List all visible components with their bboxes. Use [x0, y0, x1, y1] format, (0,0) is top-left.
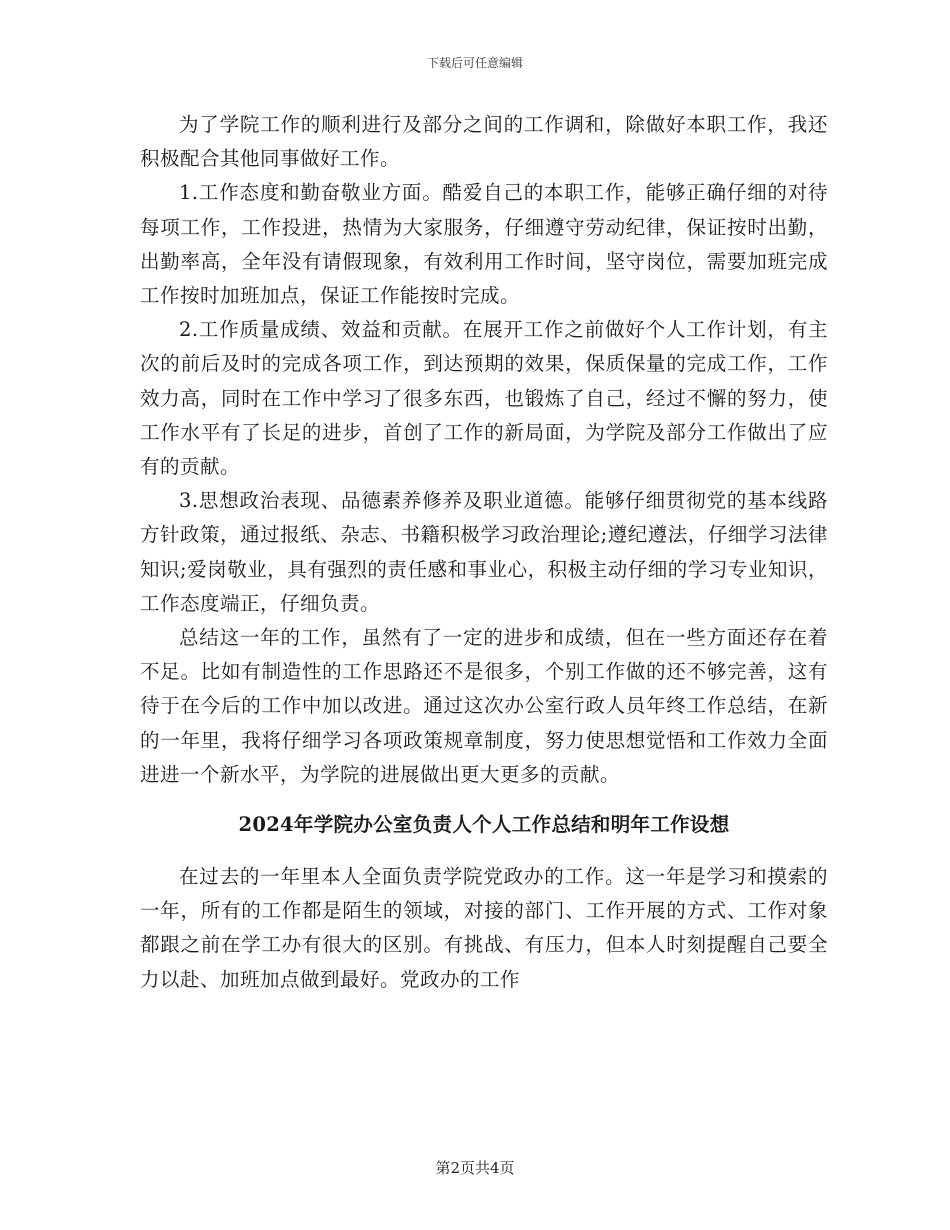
section-title: 2024年学院办公室负责人个人工作总结和明年工作设想 [238, 813, 730, 837]
paragraph-item-3: 3.思想政治表现、品德素养修养及职业道德。能够仔细贯彻党的基本线路方针政策，通过报纸、杂志、书籍积极学习政治理论;遵纪遵法，仔细学习法律知识;爱岗敬业，具有强烈的责任感和事业心，积极主动仔细的学习专业知识，工作态度端正，仔细负责。 [140, 489, 828, 615]
page-header: 下载后可任意编辑 [426, 56, 523, 70]
paragraph-summary: 总结这一年的工作，虽然有了一定的进步和成绩，但在一些方面还存在着不足。比如有制造性的工作思路还不是很多，个别工作做的还不够完善，这有待于在今后的工作中加以改进。通过这次办公室行政人员年终工作总结，在新的一年里，我将仔细学习各项政策规章制度，努力使思想觉悟和工作效力全面进进一个新水平，为学院的进展做出更大更多的贡献。 [140, 626, 828, 786]
paragraph-item-1: 1.工作态度和勤奋敬业方面。酷爱自己的本职工作，能够正确仔细的对待每项工作，工作投进，热情为大家服务，仔细遵守劳动纪律，保证按时出勤，出勤率高，全年没有请假现象，有效利用工作时间，坚守岗位，需要加班完成工作按时加班加点，保证工作能按时完成。 [140, 181, 828, 308]
page-number: 第2页共4页 [435, 1159, 515, 1177]
document-body [140, 108, 828, 997]
paragraph-intro: 为了学院工作的顺利进行及部分之间的工作调和，除做好本职工作，我还积极配合其他同事做好工作。 [140, 113, 828, 171]
paragraph-item-2: 2.工作质量成绩、效益和贡献。在展开工作之前做好个人工作计划，有主次的前后及时的完成各项工作，到达预期的效果，保质保量的完成工作，工作效力高，同时在工作中学习了很多东西，也锻炼了自己，经过不懈的努力，使工作水平有了长足的进步，首创了工作的新局面，为学院及部分工作做出了应有的贡献。 [140, 318, 828, 479]
paragraph-section-intro: 在过去的一年里本人全面负责学院党政办的工作。这一年是学习和摸索的一年，所有的工作都是陌生的领域，对接的部门、工作开展的方式、工作对象都跟之前在学工办有很大的区别。有挑战、有压力，但本人时刻提醒自己要全力以赴、加班加点做到最好。党政办的工作 [140, 865, 828, 991]
